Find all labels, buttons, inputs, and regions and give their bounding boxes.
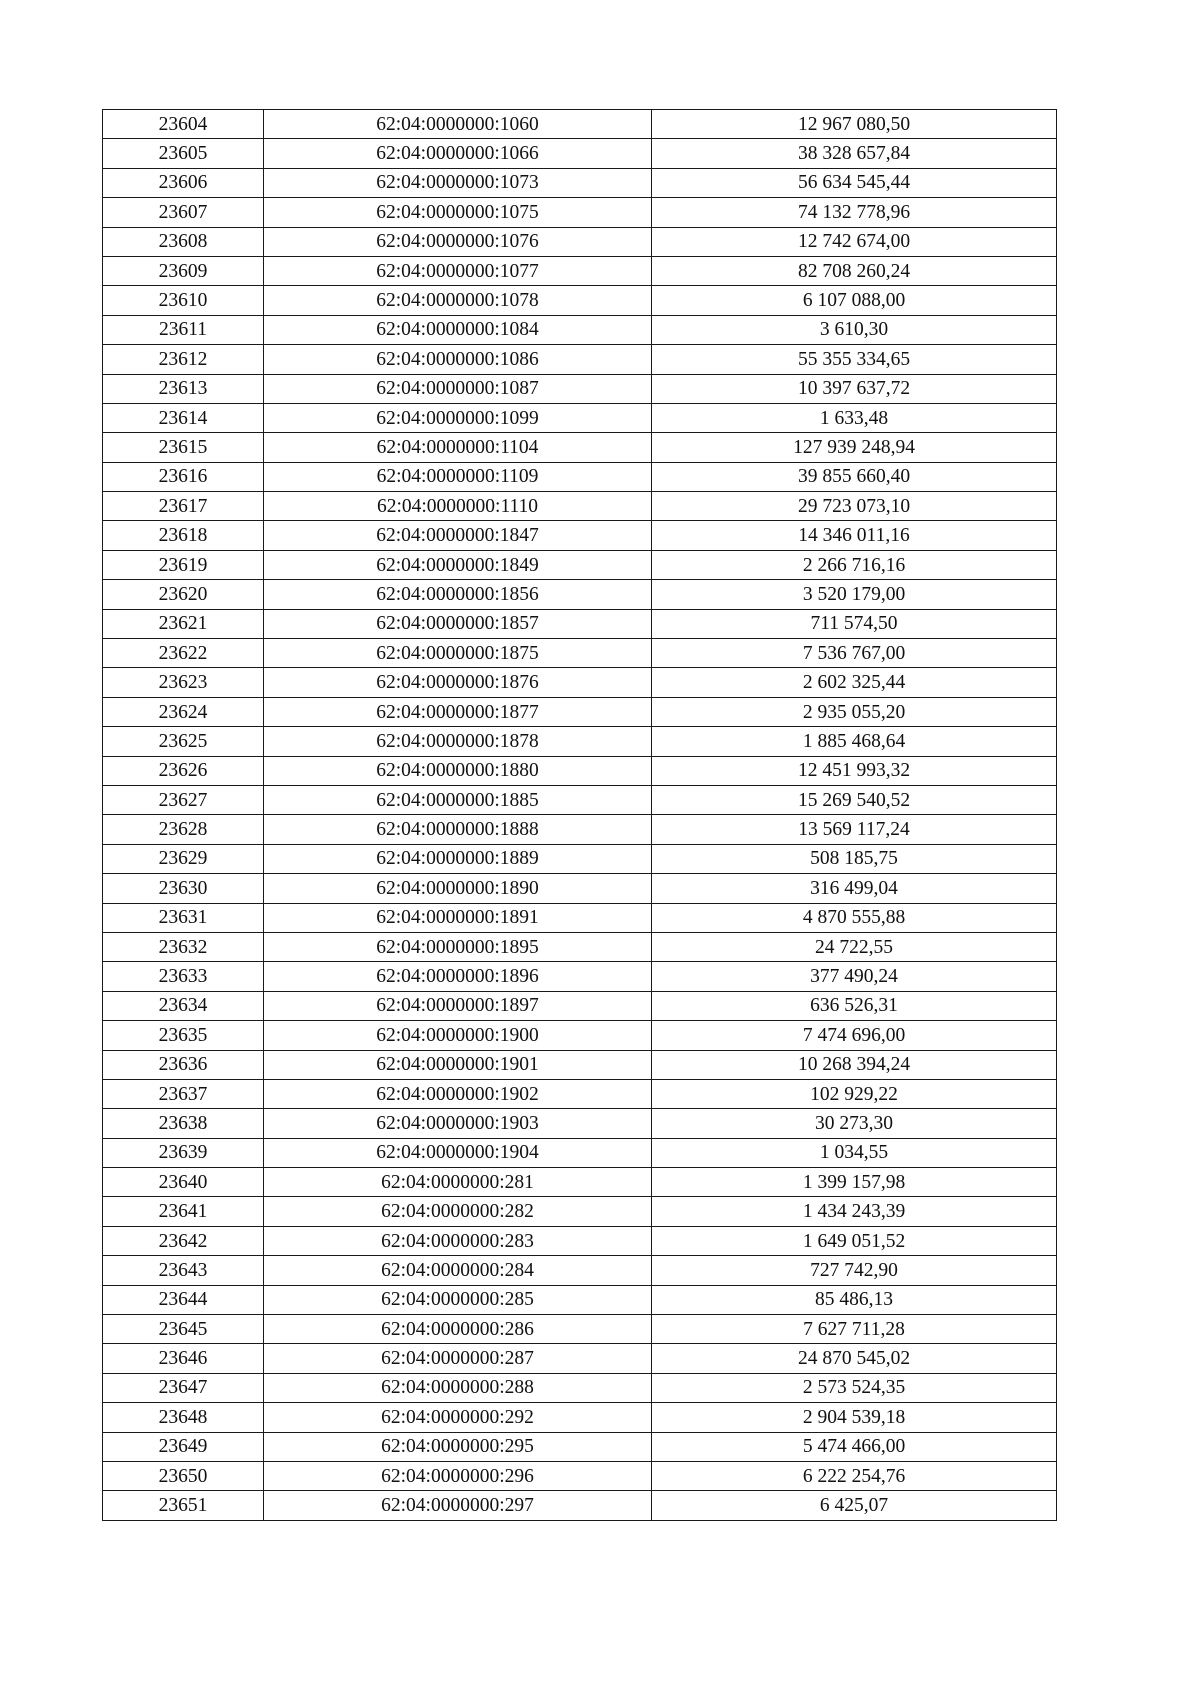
row-number-cell: 23647	[103, 1373, 264, 1402]
row-number-cell: 23641	[103, 1197, 264, 1226]
table-row	[103, 198, 1057, 227]
cadastral-number-cell: 62:04:0000000:1875	[264, 639, 652, 668]
table-row	[103, 903, 1057, 932]
cadastral-number-cell: 62:04:0000000:1888	[264, 815, 652, 844]
row-number-cell: 23608	[103, 227, 264, 256]
row-number-cell: 23619	[103, 550, 264, 579]
cadastral-value-cell: 56 634 545,44	[652, 168, 1057, 197]
cadastral-value-cell: 10 268 394,24	[652, 1050, 1057, 1079]
cadastral-value-cell: 29 723 073,10	[652, 492, 1057, 521]
cadastral-number-cell: 62:04:0000000:1878	[264, 727, 652, 756]
cadastral-value-cell: 1 434 243,39	[652, 1197, 1057, 1226]
cadastral-number-cell: 62:04:0000000:1104	[264, 433, 652, 462]
cadastral-number-cell: 62:04:0000000:1897	[264, 991, 652, 1020]
cadastral-number-cell: 62:04:0000000:1086	[264, 345, 652, 374]
cadastral-number-cell: 62:04:0000000:1077	[264, 256, 652, 285]
row-number-cell: 23628	[103, 815, 264, 844]
row-number-cell: 23615	[103, 433, 264, 462]
cadastral-number-cell: 62:04:0000000:1900	[264, 1021, 652, 1050]
cadastral-number-cell: 62:04:0000000:284	[264, 1256, 652, 1285]
cadastral-number-cell: 62:04:0000000:1903	[264, 1109, 652, 1138]
cadastral-value-cell: 636 526,31	[652, 991, 1057, 1020]
table-row	[103, 1432, 1057, 1461]
row-number-cell: 23633	[103, 962, 264, 991]
row-number-cell: 23635	[103, 1021, 264, 1050]
table-row	[103, 227, 1057, 256]
cadastral-value-cell: 39 855 660,40	[652, 462, 1057, 491]
row-number-cell: 23626	[103, 756, 264, 785]
table-row	[103, 492, 1057, 521]
cadastral-value-cell: 38 328 657,84	[652, 139, 1057, 168]
table-row	[103, 168, 1057, 197]
cadastral-value-cell: 10 397 637,72	[652, 374, 1057, 403]
cadastral-value-cell: 2 935 055,20	[652, 697, 1057, 726]
row-number-cell: 23618	[103, 521, 264, 550]
table-row	[103, 1168, 1057, 1197]
cadastral-number-cell: 62:04:0000000:1877	[264, 697, 652, 726]
cadastral-value-cell: 127 939 248,94	[652, 433, 1057, 462]
table-row	[103, 932, 1057, 961]
cadastral-value-cell: 4 870 555,88	[652, 903, 1057, 932]
cadastral-value-cell: 1 885 468,64	[652, 727, 1057, 756]
table-row	[103, 962, 1057, 991]
cadastral-value-cell: 7 474 696,00	[652, 1021, 1057, 1050]
table-row	[103, 433, 1057, 462]
row-number-cell: 23630	[103, 874, 264, 903]
table-row	[103, 1491, 1057, 1520]
table-row	[103, 1344, 1057, 1373]
cadastral-value-cell: 727 742,90	[652, 1256, 1057, 1285]
cadastral-value-cell: 74 132 778,96	[652, 198, 1057, 227]
table-row	[103, 580, 1057, 609]
cadastral-number-cell: 62:04:0000000:1109	[264, 462, 652, 491]
row-number-cell: 23616	[103, 462, 264, 491]
cadastral-value-cell: 2 266 716,16	[652, 550, 1057, 579]
cadastral-value-cell: 711 574,50	[652, 609, 1057, 638]
row-number-cell: 23643	[103, 1256, 264, 1285]
cadastral-number-cell: 62:04:0000000:283	[264, 1226, 652, 1255]
table-row	[103, 286, 1057, 315]
cadastral-number-cell: 62:04:0000000:1890	[264, 874, 652, 903]
table-row	[103, 874, 1057, 903]
row-number-cell: 23604	[103, 110, 264, 139]
row-number-cell: 23632	[103, 932, 264, 961]
row-number-cell: 23629	[103, 844, 264, 873]
table-row	[103, 256, 1057, 285]
table-row	[103, 1050, 1057, 1079]
row-number-cell: 23646	[103, 1344, 264, 1373]
table-row	[103, 1285, 1057, 1314]
row-number-cell: 23611	[103, 315, 264, 344]
cadastral-number-cell: 62:04:0000000:296	[264, 1461, 652, 1490]
table-row	[103, 1197, 1057, 1226]
row-number-cell: 23644	[103, 1285, 264, 1314]
row-number-cell: 23617	[103, 492, 264, 521]
row-number-cell: 23639	[103, 1138, 264, 1167]
cadastral-value-cell: 377 490,24	[652, 962, 1057, 991]
cadastral-number-cell: 62:04:0000000:1902	[264, 1079, 652, 1108]
row-number-cell: 23649	[103, 1432, 264, 1461]
row-number-cell: 23645	[103, 1315, 264, 1344]
cadastral-number-cell: 62:04:0000000:1880	[264, 756, 652, 785]
table-row	[103, 521, 1057, 550]
cadastral-number-cell: 62:04:0000000:1856	[264, 580, 652, 609]
cadastral-number-cell: 62:04:0000000:1904	[264, 1138, 652, 1167]
cadastral-value-cell: 5 474 466,00	[652, 1432, 1057, 1461]
cadastral-number-cell: 62:04:0000000:1084	[264, 315, 652, 344]
table-row	[103, 991, 1057, 1020]
cadastral-value-cell: 316 499,04	[652, 874, 1057, 903]
table-row	[103, 1079, 1057, 1108]
row-number-cell: 23631	[103, 903, 264, 932]
table-row	[103, 727, 1057, 756]
table-row	[103, 785, 1057, 814]
cadastral-value-cell: 508 185,75	[652, 844, 1057, 873]
table-row	[103, 639, 1057, 668]
table-row	[103, 1256, 1057, 1285]
row-number-cell: 23625	[103, 727, 264, 756]
row-number-cell: 23638	[103, 1109, 264, 1138]
row-number-cell: 23622	[103, 639, 264, 668]
row-number-cell: 23610	[103, 286, 264, 315]
table-body	[103, 110, 1057, 1521]
cadastral-value-cell: 1 633,48	[652, 403, 1057, 432]
table-row	[103, 668, 1057, 697]
cadastral-value-cell: 30 273,30	[652, 1109, 1057, 1138]
cadastral-number-cell: 62:04:0000000:286	[264, 1315, 652, 1344]
cadastral-number-cell: 62:04:0000000:295	[264, 1432, 652, 1461]
row-number-cell: 23620	[103, 580, 264, 609]
cadastral-value-cell: 2 602 325,44	[652, 668, 1057, 697]
table-row	[103, 345, 1057, 374]
cadastral-value-cell: 82 708 260,24	[652, 256, 1057, 285]
cadastral-value-cell: 1 399 157,98	[652, 1168, 1057, 1197]
cadastral-number-cell: 62:04:0000000:1895	[264, 932, 652, 961]
cadastral-number-cell: 62:04:0000000:1847	[264, 521, 652, 550]
cadastral-number-cell: 62:04:0000000:1901	[264, 1050, 652, 1079]
row-number-cell: 23651	[103, 1491, 264, 1520]
cadastral-number-cell: 62:04:0000000:292	[264, 1403, 652, 1432]
row-number-cell: 23650	[103, 1461, 264, 1490]
cadastral-number-cell: 62:04:0000000:287	[264, 1344, 652, 1373]
cadastral-value-cell: 24 722,55	[652, 932, 1057, 961]
cadastral-number-cell: 62:04:0000000:281	[264, 1168, 652, 1197]
cadastral-value-cell: 1 034,55	[652, 1138, 1057, 1167]
cadastral-number-cell: 62:04:0000000:1073	[264, 168, 652, 197]
cadastral-value-cell: 6 222 254,76	[652, 1461, 1057, 1490]
cadastral-number-cell: 62:04:0000000:1889	[264, 844, 652, 873]
cadastral-value-cell: 12 967 080,50	[652, 110, 1057, 139]
row-number-cell: 23640	[103, 1168, 264, 1197]
table-row	[103, 609, 1057, 638]
table-row	[103, 815, 1057, 844]
row-number-cell: 23642	[103, 1226, 264, 1255]
row-number-cell: 23637	[103, 1079, 264, 1108]
cadastral-value-cell: 14 346 011,16	[652, 521, 1057, 550]
row-number-cell: 23605	[103, 139, 264, 168]
cadastral-number-cell: 62:04:0000000:1066	[264, 139, 652, 168]
cadastral-number-cell: 62:04:0000000:1060	[264, 110, 652, 139]
cadastral-value-cell: 7 627 711,28	[652, 1315, 1057, 1344]
cadastral-value-cell: 1 649 051,52	[652, 1226, 1057, 1255]
cadastral-number-cell: 62:04:0000000:1857	[264, 609, 652, 638]
table-row	[103, 403, 1057, 432]
cadastral-value-table	[102, 109, 1057, 1521]
table-row	[103, 110, 1057, 139]
table-row	[103, 756, 1057, 785]
cadastral-number-cell: 62:04:0000000:1876	[264, 668, 652, 697]
table-row	[103, 1315, 1057, 1344]
row-number-cell: 23624	[103, 697, 264, 726]
table-row	[103, 139, 1057, 168]
table-row	[103, 697, 1057, 726]
row-number-cell: 23609	[103, 256, 264, 285]
table-row	[103, 1226, 1057, 1255]
cadastral-value-cell: 3 610,30	[652, 315, 1057, 344]
row-number-cell: 23621	[103, 609, 264, 638]
cadastral-number-cell: 62:04:0000000:1075	[264, 198, 652, 227]
table-row	[103, 550, 1057, 579]
cadastral-value-cell: 6 107 088,00	[652, 286, 1057, 315]
row-number-cell: 23648	[103, 1403, 264, 1432]
cadastral-value-cell: 24 870 545,02	[652, 1344, 1057, 1373]
cadastral-number-cell: 62:04:0000000:1896	[264, 962, 652, 991]
cadastral-number-cell: 62:04:0000000:282	[264, 1197, 652, 1226]
row-number-cell: 23612	[103, 345, 264, 374]
table-row	[103, 1373, 1057, 1402]
cadastral-number-cell: 62:04:0000000:1849	[264, 550, 652, 579]
cadastral-value-cell: 2 904 539,18	[652, 1403, 1057, 1432]
cadastral-number-cell: 62:04:0000000:297	[264, 1491, 652, 1520]
row-number-cell: 23623	[103, 668, 264, 697]
table-row	[103, 462, 1057, 491]
row-number-cell: 23613	[103, 374, 264, 403]
row-number-cell: 23634	[103, 991, 264, 1020]
cadastral-number-cell: 62:04:0000000:1885	[264, 785, 652, 814]
cadastral-value-cell: 6 425,07	[652, 1491, 1057, 1520]
cadastral-value-cell: 85 486,13	[652, 1285, 1057, 1314]
cadastral-value-cell: 7 536 767,00	[652, 639, 1057, 668]
cadastral-number-cell: 62:04:0000000:1891	[264, 903, 652, 932]
cadastral-value-cell: 13 569 117,24	[652, 815, 1057, 844]
cadastral-number-cell: 62:04:0000000:285	[264, 1285, 652, 1314]
cadastral-number-cell: 62:04:0000000:1076	[264, 227, 652, 256]
row-number-cell: 23614	[103, 403, 264, 432]
cadastral-value-cell: 2 573 524,35	[652, 1373, 1057, 1402]
row-number-cell: 23627	[103, 785, 264, 814]
table-row	[103, 1021, 1057, 1050]
table-row	[103, 844, 1057, 873]
cadastral-number-cell: 62:04:0000000:1099	[264, 403, 652, 432]
table-row	[103, 315, 1057, 344]
cadastral-value-cell: 102 929,22	[652, 1079, 1057, 1108]
cadastral-value-cell: 3 520 179,00	[652, 580, 1057, 609]
cadastral-number-cell: 62:04:0000000:288	[264, 1373, 652, 1402]
table-row	[103, 1461, 1057, 1490]
table-row	[103, 1138, 1057, 1167]
cadastral-number-cell: 62:04:0000000:1087	[264, 374, 652, 403]
table-row	[103, 374, 1057, 403]
row-number-cell: 23607	[103, 198, 264, 227]
cadastral-number-cell: 62:04:0000000:1110	[264, 492, 652, 521]
cadastral-number-cell: 62:04:0000000:1078	[264, 286, 652, 315]
cadastral-value-cell: 55 355 334,65	[652, 345, 1057, 374]
cadastral-value-cell: 15 269 540,52	[652, 785, 1057, 814]
row-number-cell: 23636	[103, 1050, 264, 1079]
cadastral-value-cell: 12 451 993,32	[652, 756, 1057, 785]
row-number-cell: 23606	[103, 168, 264, 197]
table-row	[103, 1403, 1057, 1432]
cadastral-value-cell: 12 742 674,00	[652, 227, 1057, 256]
table-row	[103, 1109, 1057, 1138]
